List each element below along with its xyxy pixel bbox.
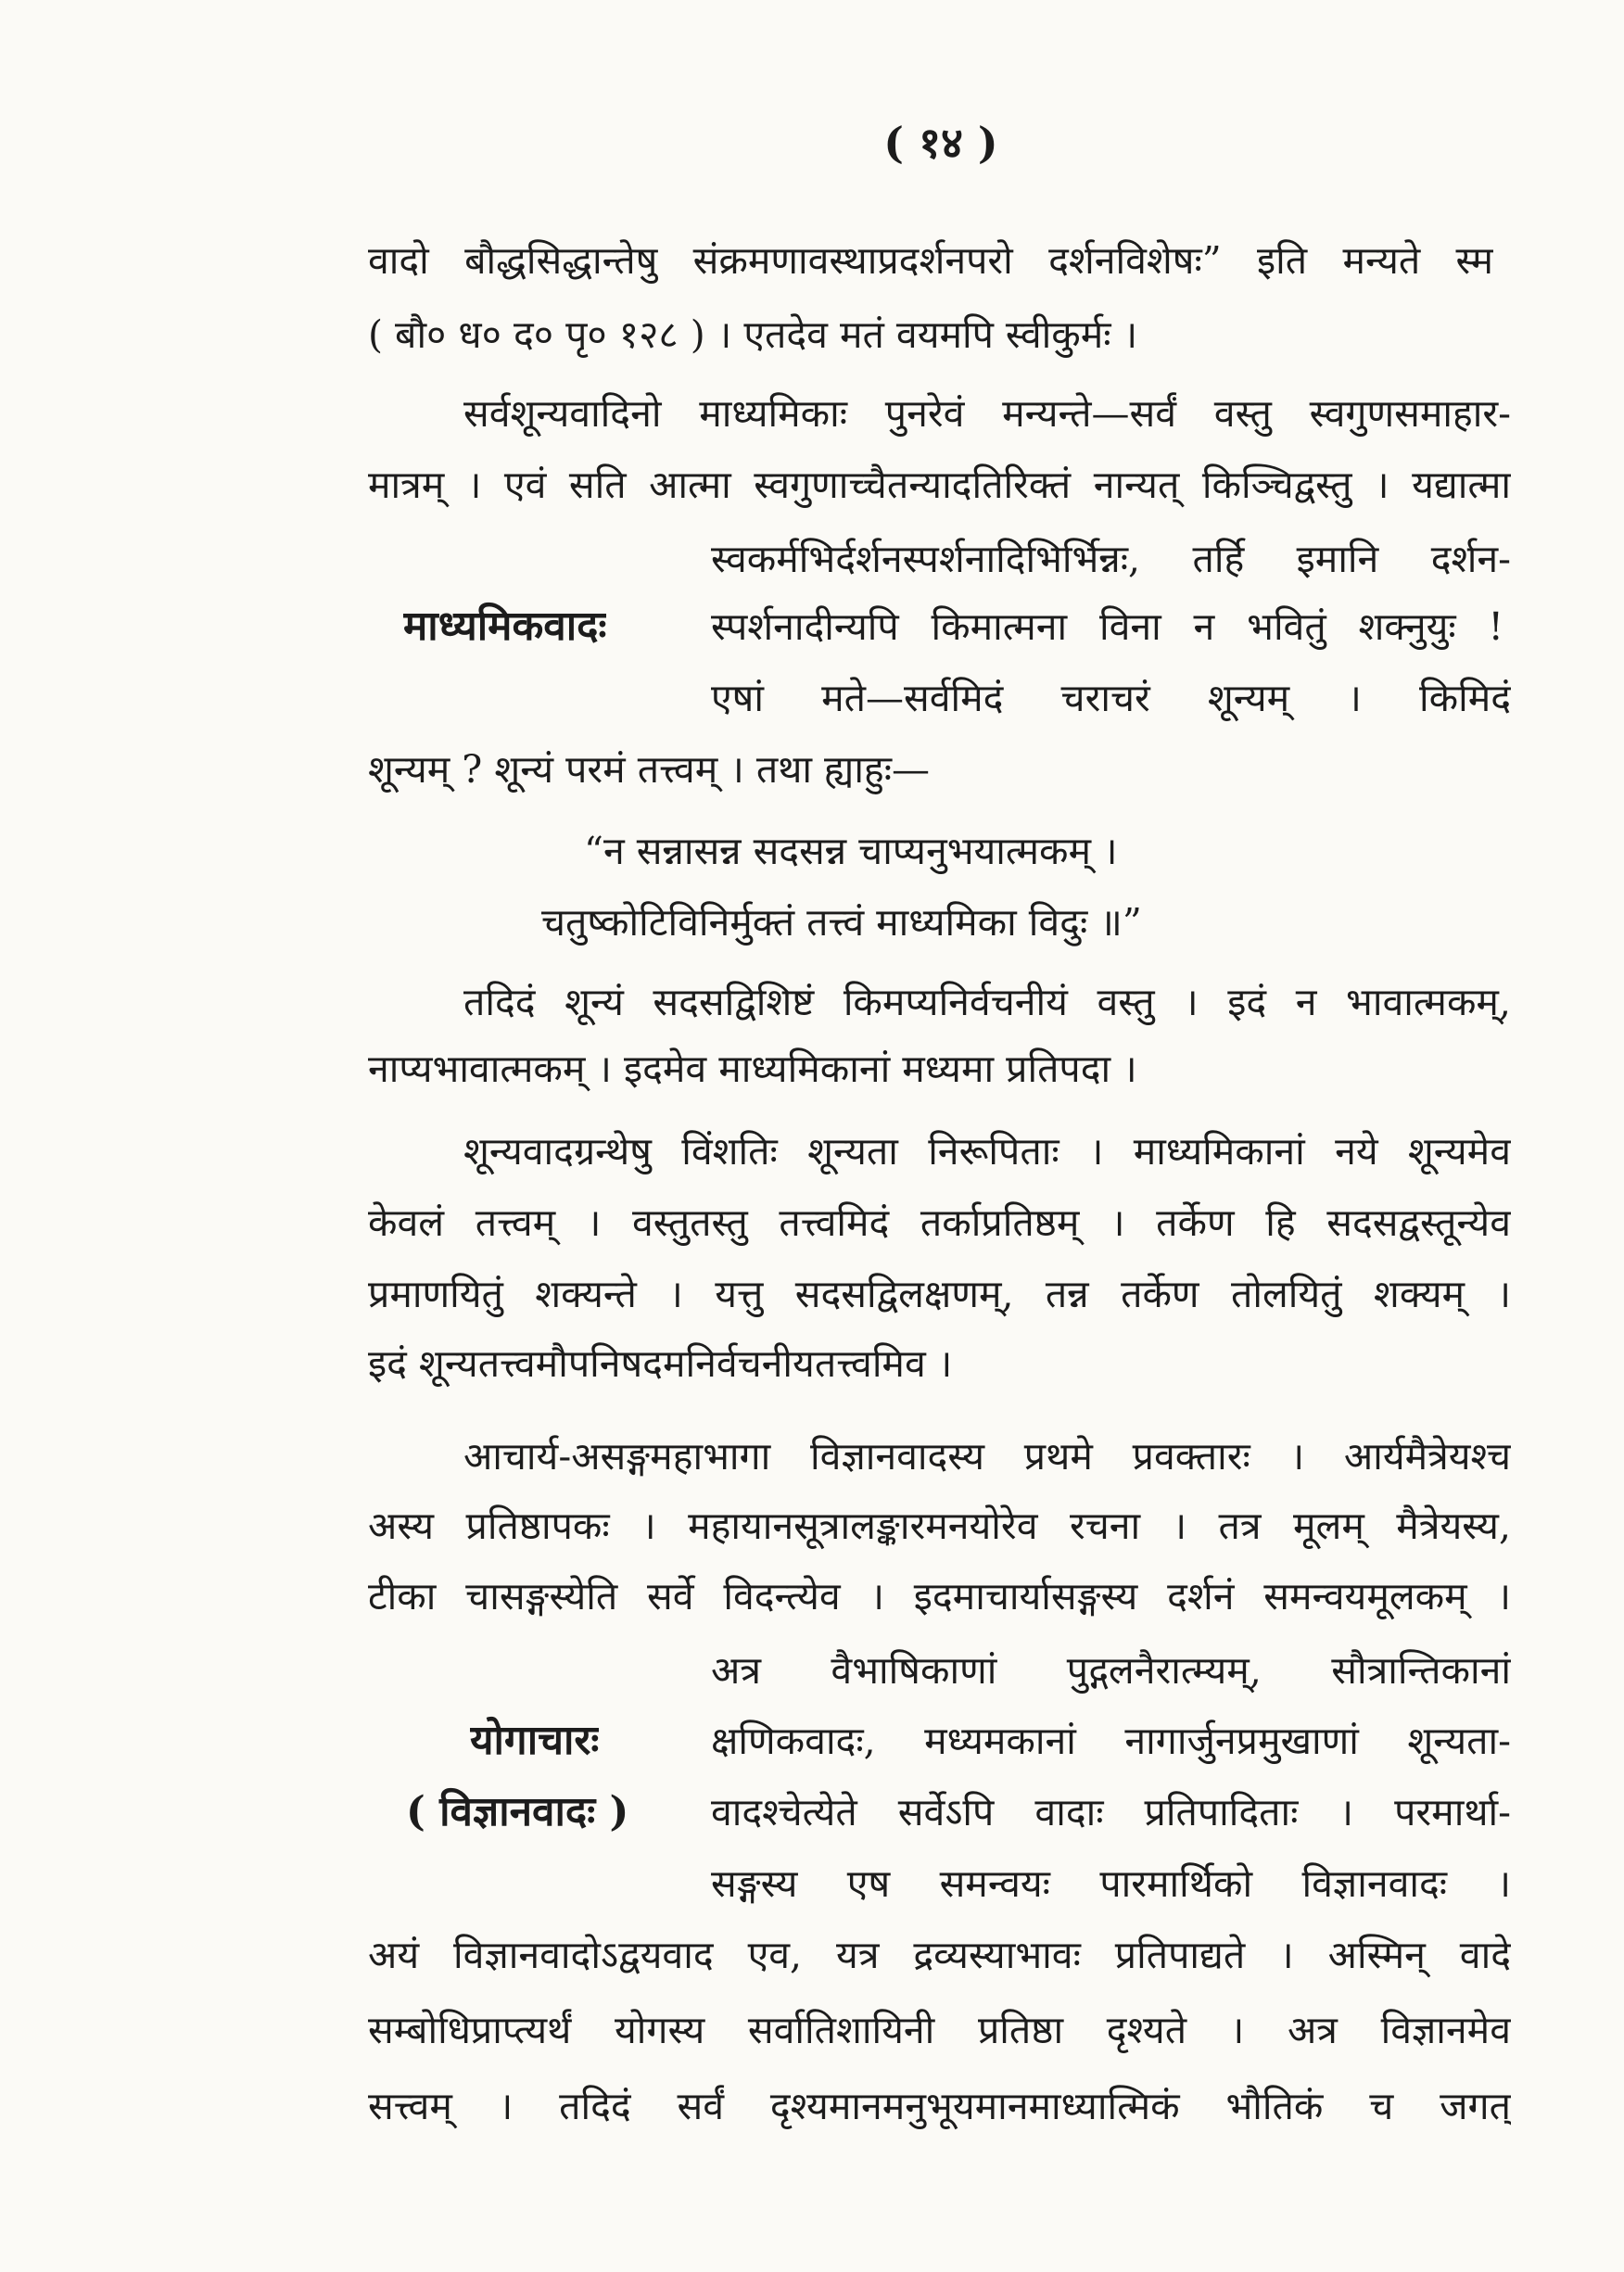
text-line: तदिदं शून्यं सदसद्विशिष्टं किमप्यनिर्वचनीयं वस्तु । इदं न भावात्मकम्, (463, 980, 1511, 1024)
text-line: प्रमाणयितुं शक्यन्ते । यत्तु सदसद्विलक्षणम्, तन्न तर्केण तोलयितुं शक्यम् । (368, 1272, 1511, 1316)
text-line: एषां मते—सर्वमिदं चराचरं शून्यम् । किमिदं (711, 676, 1511, 720)
verse-line: “न सन्नासन्न सदसन्न चाप्यनुभयात्मकम् । (584, 829, 1118, 873)
text-line: स्वकर्मभिर्दर्शनस्पर्शनादिभिर्भिन्नः, तर्हि इमानि दर्शन- (711, 537, 1511, 581)
text-line: अस्य प्रतिष्ठापकः । महायानसूत्रालङ्कारमनयोरेव रचना । तत्र मूलम् मैत्रेयस्य, (368, 1504, 1511, 1548)
text-line: ( बौ० ध० द० पृ० १२८ ) । एतदेव मतं वयमपि स्वीकुर्मः । (368, 312, 1138, 357)
text-line: आचार्य-असङ्गमहाभागा विज्ञानवादस्य प्रथमे प्रवक्तारः । आर्यमैत्रेयश्च (463, 1434, 1511, 1479)
sidenote-vijnanavada: ( विज्ञानवादः ) (406, 1788, 629, 1835)
text-line: सत्त्वम् । तदिदं सर्वं दृश्यमानमनुभूयमानमाध्यात्मिकं भौतिकं च जगत् (368, 2084, 1511, 2128)
text-line: शून्यम् ? शून्यं परमं तत्त्वम् । तथा ह्याहुः— (368, 747, 930, 792)
sidenote-yogachara: योगाचारः (470, 1717, 600, 1764)
sidenote-madhyamikavada: माध्यमिकवादः (403, 603, 607, 650)
page-number: ( १४ ) (883, 118, 998, 168)
text-line: अयं विज्ञानवादोऽद्वयवाद एव, यत्र द्रव्यस्याभावः प्रतिपाद्यते । अस्मिन् वादे (368, 1933, 1511, 1977)
text-line: नाप्यभावात्मकम् । इदमेव माध्यमिकानां मध्यमा प्रतिपदा । (368, 1047, 1137, 1091)
text-line: अत्र वैभाषिकाणां पुद्गलनैरात्म्यम्, सौत्रान्तिकानां (711, 1648, 1511, 1693)
verse-line: चतुष्कोटिविनिर्मुक्तं तत्त्वं माध्यमिका विदुः ॥” (541, 900, 1142, 945)
text-line: क्षणिकवादः, मध्यमकानां नागार्जुनप्रमुखाणां शून्यता- (711, 1719, 1511, 1763)
text-line: केवलं तत्त्वम् । वस्तुतस्तु तत्त्वमिदं तर्काप्रतिष्ठम् । तर्केण हि सदसद्वस्तून्येव (368, 1200, 1511, 1245)
text-line: सम्बोधिप्राप्त्यर्थं योगस्य सर्वातिशायिनी प्रतिष्ठा दृश्यते । अत्र विज्ञानमेव (368, 2008, 1511, 2052)
text-line: मात्रम् । एवं सति आत्मा स्वगुणाच्चैतन्यादतिरिक्तं नान्यत् किञ्चिद्वस्तु । यद्यात्मा (368, 463, 1511, 507)
text-line: सङ्गस्य एष समन्वयः पारमार्थिको विज्ञानवादः । (711, 1861, 1511, 1906)
text-line: स्पर्शनादीन्यपि किमात्मना विना न भवितुं शक्नुयुः ! (711, 604, 1503, 649)
text-line: सर्वशून्यवादिनो माध्यमिकाः पुनरेवं मन्यन्ते—सर्वं वस्तु स्वगुणसमाहार- (463, 391, 1511, 436)
text-line: वादो बौद्धसिद्धान्तेषु संक्रमणावस्थाप्रदर्शनपरो दर्शनविशेषः” इति मन्यते स्म (368, 238, 1493, 283)
text-line: इदं शून्यतत्त्वमौपनिषदमनिर्वचनीयतत्त्वमिव । (368, 1341, 953, 1386)
text-line: शून्यवादग्रन्थेषु विंशतिः शून्यता निरूपिताः । माध्यमिकानां नये शून्यमेव (463, 1129, 1511, 1174)
text-line: वादश्चेत्येते सर्वेऽपि वादाः प्रतिपादिताः । परमार्था- (711, 1790, 1511, 1834)
text-line: टीका चासङ्गस्येति सर्वे विदन्त्येव । इदमाचार्यासङ्गस्य दर्शनं समन्वयमूलकम् । (368, 1574, 1511, 1618)
